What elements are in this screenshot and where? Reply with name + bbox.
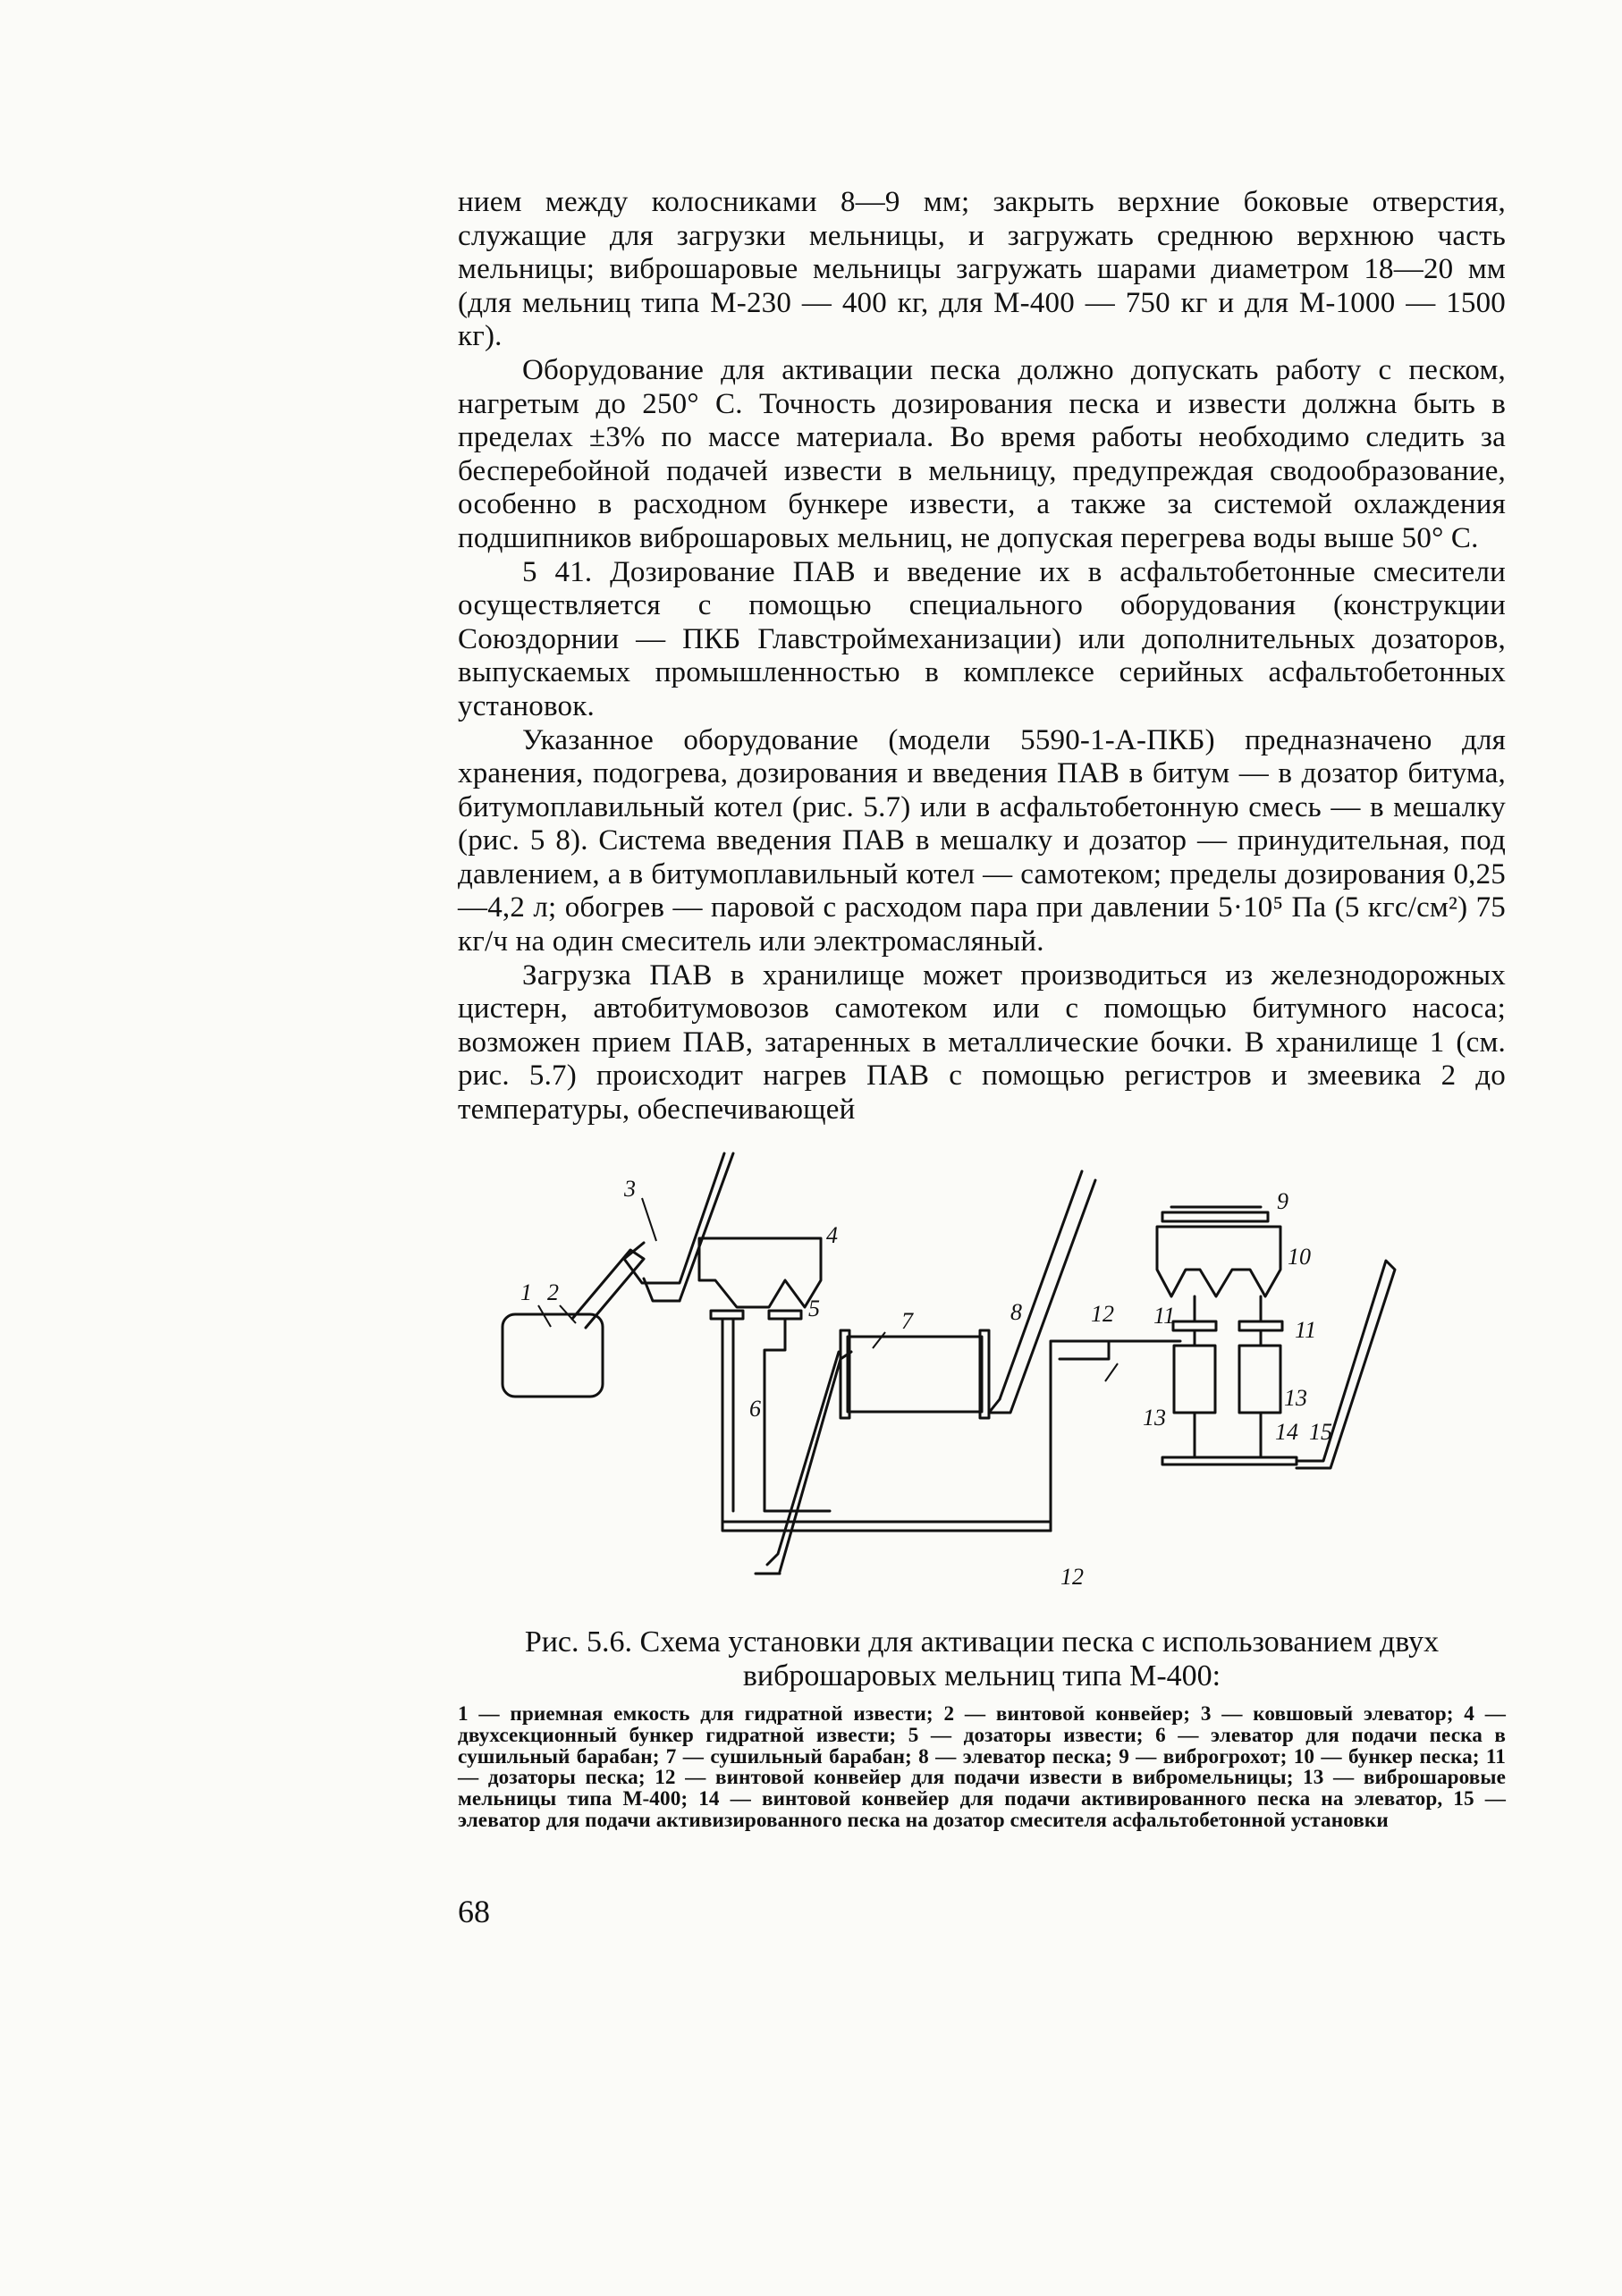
callout-11: 11 <box>1295 1317 1317 1343</box>
paragraph: 5 41. Дозирование ПАВ и введение их в асфальтобетонные смесители осуществляется с помощью специального оборудования (конструкции Союздорнии — ПКБ Главстроймеханизации) или дополнительных дозаторов, выпускаемых промышленностью в комплексе серийных асфальтобетонных установок. <box>458 555 1506 722</box>
callout-8: 8 <box>1010 1299 1022 1325</box>
vibro-ball-mill <box>1239 1346 1280 1413</box>
callout-9: 9 <box>1277 1188 1288 1214</box>
sand-elevator <box>989 1171 1095 1413</box>
callout-7: 7 <box>901 1308 913 1334</box>
vibro-ball-mill <box>1174 1346 1215 1413</box>
callout-13: 13 <box>1284 1385 1307 1411</box>
callout-4: 4 <box>826 1222 838 1248</box>
body-text <box>458 186 1506 1127</box>
lime-doser <box>711 1311 743 1319</box>
schematic-drawing <box>465 1144 1520 1609</box>
callout-13: 13 <box>1143 1405 1166 1431</box>
lime-hopper <box>699 1238 821 1307</box>
callout-3: 3 <box>624 1176 636 1202</box>
paragraph: Оборудование для активации песка должно допускать работу с песком, нагретым до 250° С. Точность дозирования песка и извести должна быть в пределах ±3% по массе материала. Во время работы необходимо следить за бесперебойной подачей извести в мельницу, предупреждая сводообразование, особенно в расходном бункере извести, а также за системой охлаждения подшипников виброшаровых мельниц, не допуская перегрева воды выше 50° С. <box>458 353 1506 554</box>
drying-drum <box>848 1337 982 1412</box>
callout-12: 12 <box>1091 1301 1114 1327</box>
vibrating-screen <box>1162 1212 1268 1221</box>
callout-15: 15 <box>1309 1419 1332 1445</box>
callout-6: 6 <box>749 1396 761 1422</box>
callout-12: 12 <box>1060 1564 1084 1590</box>
installation-schematic <box>465 1144 1520 1609</box>
paragraph: нием между колосниками 8—9 мм; закрыть верхние боковые отверстия, служащие для загрузки мельницы, и загружать среднюю верхнюю часть мельницы; виброшаровые мельницы загружать шарами диаметром 18—20 мм (для мельниц типа М-230 — 400 кг, для М-400 — 750 кг и для М-1000 — 1500 кг). <box>458 186 1506 353</box>
paragraph: Загрузка ПАВ в хранилище может производиться из железнодорожных цистерн, автобитумовозов самотеком или с помощью битумного насоса; возможен прием ПАВ, затаренных в металлические бочки. В хранилище 1 (см. рис. 5.7) происходит нагрев ПАВ с помощью регистров и змеевика 2 до температуры, обеспечивающей <box>458 958 1506 1127</box>
callout-5: 5 <box>808 1296 820 1321</box>
page-number: 68 <box>458 1894 490 1929</box>
bucket-elevator-lime <box>624 1153 733 1301</box>
figure-caption-legend: 1 — приемная емкость для гидратной извести; 2 — винтовой конвейер; 3 — ковшовый элеватор; 4 — двухсекционный бункер гидратной извести; 5 — дозаторы извести; 6 — элеватор для подачи песка в сушильный барабан; 7 — сушильный барабан; 8 — элеватор песка; 9 — виброгрохот; 10 — бункер песка; 11 — дозаторы песка; 12 — винтовой конвейер для подачи извести в вибромельницы; 13 — виброшаровые мельницы типа М-400; 14 — винтовой конвейер для подачи активированного песка на элеватор, 15 — элеватор для подачи активизированного песка на дозатор смесителя асфальтобетонной установки <box>458 1702 1506 1832</box>
sand-elevator-dryer <box>767 1352 851 1572</box>
figure-caption-title: Рис. 5.6. Схема установки для активации песка с использованием двух виброшаровых мельниц типа М-400: <box>524 1625 1440 1692</box>
paragraph: Указанное оборудование (модели 5590-1-А-ПКБ) предназначено для хранения, подогрева, дозирования и введения ПАВ в битум — в дозатор битума, битумоплавильный котел (рис. 5.7) или в асфальтобетонную смесь — в мешалку (рис. 5 8). Система введения ПАВ в мешалку и дозатор — принудительная, под давлением, а в битумоплавильный котел — самотеком; пределы дозирования 0,25—4,2 л; обогрев — паровой с расходом пара при давлении 5·10⁵ Па (5 кгс/см²) 75 кг/ч на один смеситель или электромасляный. <box>458 723 1506 958</box>
callout-14: 14 <box>1275 1419 1298 1445</box>
callout-10: 10 <box>1288 1244 1311 1270</box>
callout-11: 11 <box>1153 1303 1176 1329</box>
screw-conveyor-lime <box>572 1250 644 1328</box>
callout-2: 2 <box>547 1279 559 1305</box>
sand-hopper <box>1157 1227 1280 1296</box>
activated-sand-conveyor <box>1162 1457 1297 1465</box>
callout-1: 1 <box>520 1279 532 1305</box>
